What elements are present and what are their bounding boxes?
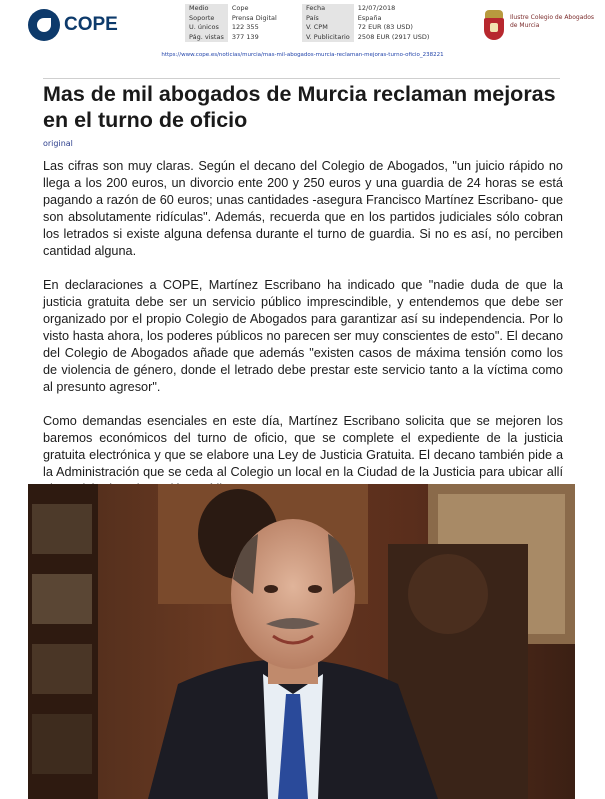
cope-logo-icon	[28, 9, 60, 41]
meta-table-left	[185, 4, 310, 42]
crest-icon	[482, 10, 506, 42]
meta-value: 122 355	[231, 23, 259, 31]
cope-logo-text: COPE	[64, 14, 118, 35]
article-paragraph: Como demandas esenciales en este día, Martínez Escribano solicita que se mejoren los baremos económicos del turno de oficio, que se complete el expediente de la justicia gratuita electrónica y que se elabore una Ley de Justicia Gratuita. El decano también pide a la Administración que se ceda al Colegio un local en la Ciudad de la Justicia para ubicar allí	[43, 414, 563, 479]
meta-label: Fecha	[302, 4, 354, 14]
meta-label: U. únicos	[185, 23, 228, 33]
clipping-header	[0, 0, 605, 52]
meta-value: 2508 EUR (2917 USD)	[357, 32, 430, 41]
meta-label: V. CPM	[302, 23, 354, 33]
meta-value: 12/07/2018	[357, 4, 396, 12]
title-divider	[43, 78, 560, 79]
cope-logo	[28, 8, 148, 42]
original-link[interactable]: original	[43, 139, 73, 148]
meta-value: Cope	[231, 4, 249, 12]
meta-label: País	[302, 14, 354, 24]
meta-label: Soporte	[185, 14, 228, 24]
portrait-image	[28, 484, 575, 799]
article-title: Mas de mil abogados de Murcia reclaman mejoras en el turno de oficio	[43, 82, 556, 132]
meta-label: Medio	[185, 4, 228, 14]
organization-block	[482, 10, 600, 42]
source-url-link[interactable]: https://www.cope.es/noticias/murcia/mas-mil-abogados-murcia-reclaman-mejoras-turno-oficio_238221	[161, 52, 444, 58]
organization-name: Ilustre Colegio de Abogados de Murcia	[510, 14, 595, 29]
meta-value: España	[357, 13, 382, 22]
meta-label: Pág. vistas	[185, 33, 228, 43]
article-photo	[28, 484, 575, 799]
meta-value: 72 EUR (83 USD)	[357, 23, 413, 31]
meta-table-right	[302, 4, 436, 42]
article-body	[43, 158, 563, 515]
meta-label: V. Publicitario	[302, 33, 354, 43]
article-paragraph: Las cifras son muy claras. Según el decano del Colegio de Abogados, "un juicio rápido no llega a los 200 euros, un divorcio ente 200 y 250 euros y una guardia de 24 horas se está pagando a razón de 60 euros; unas cantidades -asegura Francisco Martínez Escribano- que son absolutamente ridículas". Además, recuerda que en los partidos judiciales sólo cobran los letrados si existe alguna defensa durante el turno de guardia. Si no es así, no perciben cantidad alguna.	[43, 159, 563, 258]
article-paragraph: En declaraciones a COPE, Martínez Escribano ha indicado que "nadie duda de que la justicia gratuita debe ser un servicio público imprescindible, y entendemos que debe ser organizado por el propio Colegio de Abogados para garantizar así su independencia. Por lo visto hasta ahora, los poderes públicos no parecen ser muy conscientes de esto". El decano del Colegio de Abogados añade que además "existen casos de máxima tensión como los de violencia de género, donde el letrado debe prestar este servicio tanto a la víctima como al presunto agresor".	[43, 278, 563, 394]
meta-value: 377 139	[231, 32, 259, 41]
meta-value: Prensa Digital	[231, 13, 277, 22]
